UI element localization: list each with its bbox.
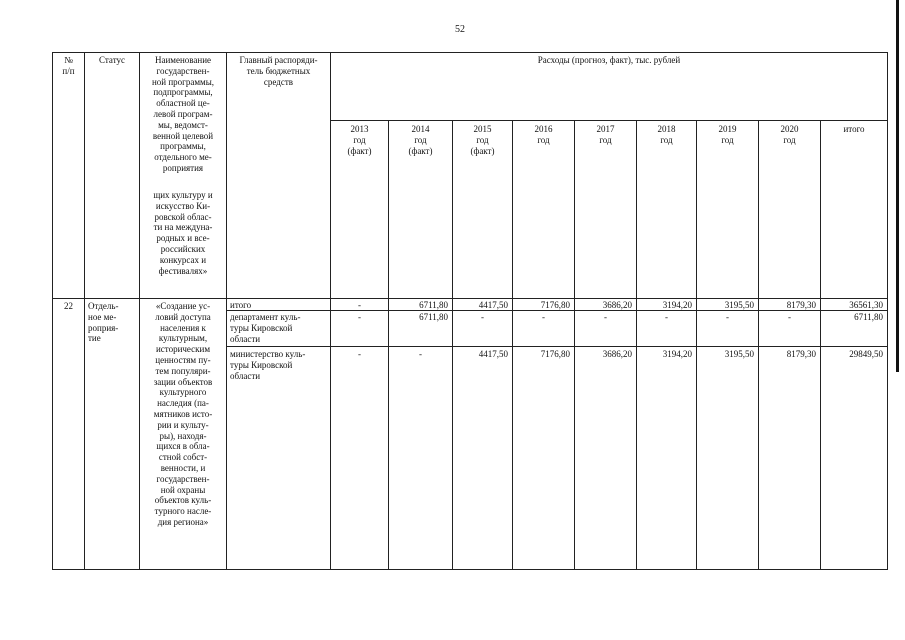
cell-total-2014: 6711,80 — [419, 300, 448, 310]
row-22-manager-total: итого — [230, 300, 252, 310]
row-22-top-border — [52, 298, 888, 299]
cell-total-2017: 3686,20 — [602, 300, 632, 310]
col-border — [820, 120, 821, 570]
header-year-2016: 2016 год — [534, 124, 553, 145]
header-num: № п/п — [62, 55, 75, 76]
cell-total-2020: 8179,30 — [786, 300, 816, 310]
cell-total-sum: 36561,30 — [849, 300, 883, 310]
col-border — [758, 120, 759, 570]
cell-dept-sum: 6711,80 — [854, 312, 883, 322]
cell-dept-2020: - — [788, 312, 791, 322]
cell-total-2016: 7176,80 — [540, 300, 570, 310]
header-total: итого — [843, 124, 865, 134]
page-edge-bar — [896, 0, 899, 372]
cell-min-2019: 3195,50 — [724, 349, 754, 359]
header-year-2018: 2018 год — [657, 124, 676, 145]
header-year-2014: 2014 год (факт) — [408, 124, 433, 156]
header-expenses: Расходы (прогноз, факт), тыс. рублей — [537, 55, 681, 65]
cell-dept-2017: - — [604, 312, 607, 322]
col-border — [388, 120, 389, 570]
row-22-number: 22 — [64, 301, 73, 311]
col-border — [226, 52, 227, 570]
cell-total-2015: 4417,50 — [478, 300, 508, 310]
cell-dept-2015: - — [481, 312, 484, 322]
cell-min-sum: 29849,50 — [849, 349, 883, 359]
row-22-status: Отдель- ное ме- роприя- тие — [88, 301, 119, 344]
col-border — [574, 120, 575, 570]
header-year-2019: 2019 год — [718, 124, 737, 145]
col-border — [452, 120, 453, 570]
cell-dept-2019: - — [726, 312, 729, 322]
table-top-border — [52, 52, 888, 53]
header-budget-manager: Главный распоряди- тель бюджетных средств — [239, 55, 318, 87]
cell-min-2015: 4417,50 — [478, 349, 508, 359]
continuation-program-name: щих культуру и искусство Ки- ровской облас- ти на междуна- родных и все- российских конкурсах и фестивалях» — [153, 190, 213, 276]
cell-total-2019: 3195,50 — [724, 300, 754, 310]
col-border — [84, 52, 85, 570]
header-status: Статус — [99, 55, 125, 65]
row-22-program-name: «Создание ус- ловий доступа населения к культурным, историческим ценностям пу- тем популяри- зации объектов культурного наследия (па- мятников исто- рии и культу- ры), находя- щихся в обла- стной собст- венности, и государствен- ной охраны объектов куль- турного насле- дия региона» — [153, 301, 213, 527]
cell-total-2018: 3194,20 — [662, 300, 692, 310]
table-bottom-border — [52, 569, 888, 570]
col-border — [636, 120, 637, 570]
cell-min-2016: 7176,80 — [540, 349, 570, 359]
cell-min-2018: 3194,20 — [662, 349, 692, 359]
row-department-divider — [226, 346, 888, 347]
col-border — [887, 52, 888, 570]
cell-min-2020: 8179,30 — [786, 349, 816, 359]
years-header-divider — [330, 120, 888, 121]
header-year-2015: 2015 год (факт) — [470, 124, 495, 156]
col-border — [696, 120, 697, 570]
row-22-manager-department: департамент куль- туры Кировской области — [230, 312, 301, 344]
cell-dept-2016: - — [542, 312, 545, 322]
cell-min-2017: 3686,20 — [602, 349, 632, 359]
col-border — [512, 120, 513, 570]
header-year-2020: 2020 год — [780, 124, 799, 145]
cell-dept-2018: - — [665, 312, 668, 322]
cell-dept-2013: - — [358, 312, 361, 322]
cell-dept-2014: 6711,80 — [419, 312, 448, 322]
cell-min-2013: - — [358, 349, 361, 359]
cell-min-2014: - — [419, 349, 422, 359]
budget-table — [52, 52, 888, 570]
page-number: 52 — [455, 24, 465, 35]
row-22-manager-ministry: министерство куль- туры Кировской области — [230, 349, 306, 381]
header-year-2017: 2017 год — [596, 124, 615, 145]
cell-total-2013: - — [358, 300, 361, 310]
header-year-2013: 2013 год (факт) — [347, 124, 372, 156]
header-program-name: Наименование государствен- ной программы, подпрограммы, областной це- левой програм- мы, ведомст- венной целевой программы, отдельного ме- роприятия — [151, 55, 215, 173]
